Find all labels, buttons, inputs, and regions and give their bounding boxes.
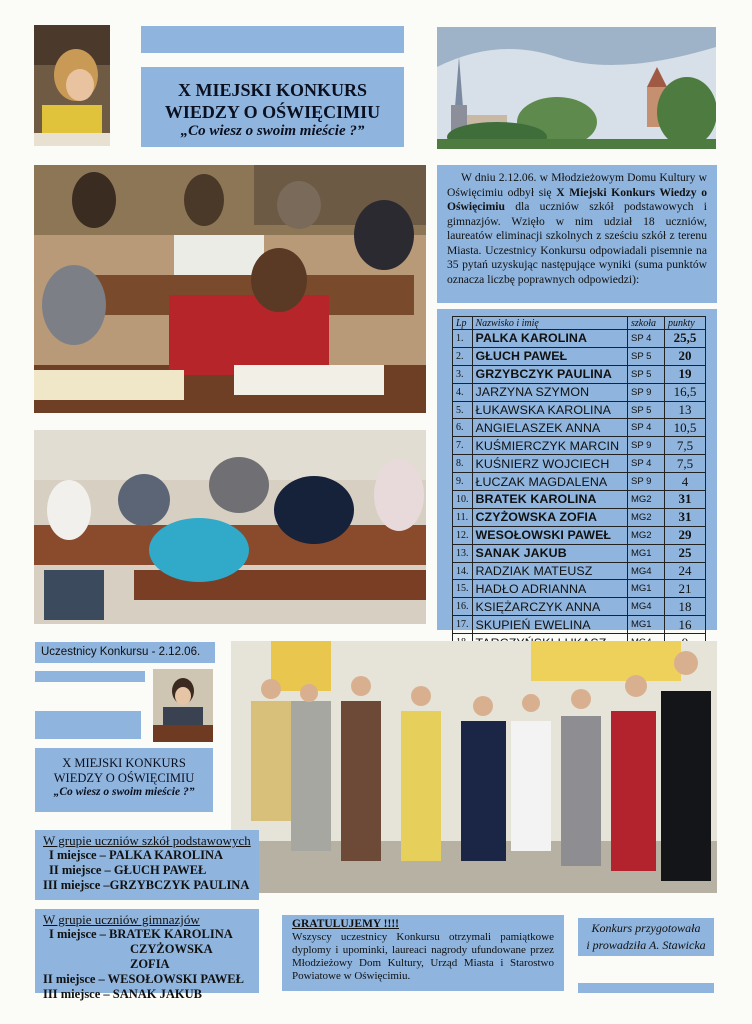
- row-school: MG4: [628, 598, 665, 616]
- photo-boy-small: [153, 669, 213, 742]
- row-school: MG2: [628, 508, 665, 526]
- row-name: GŁUCH PAWEŁ: [472, 347, 628, 365]
- row-points: 16: [665, 616, 706, 634]
- title-line-2: WIEDZY O OŚWIĘCIMIU: [164, 102, 381, 122]
- row-points: 20: [665, 347, 706, 365]
- row-name: ŁUCZAK MAGDALENA: [472, 473, 628, 491]
- row-lp: 13.: [453, 544, 473, 562]
- title2-line-2: WIEDZY O OŚWIĘCIMIU: [53, 771, 195, 785]
- row-lp: 7.: [453, 437, 473, 455]
- row-name: HADŁO ADRIANNA: [472, 580, 628, 598]
- row-school: MG4: [628, 562, 665, 580]
- title2-subtitle: „Co wiesz o swoim mieście ?”: [53, 786, 195, 798]
- results-row: [453, 526, 706, 544]
- results-row: [453, 508, 706, 526]
- header-points: punkty: [665, 317, 706, 330]
- row-points: 4: [665, 473, 706, 491]
- gimnazjum-place-3: III miejsce – SANAK JAKUB: [43, 987, 203, 1001]
- row-name: JARZYNA SZYMON: [472, 383, 628, 401]
- results-row: [453, 491, 706, 509]
- row-name: SANAK JAKUB: [472, 544, 628, 562]
- primary-place-3: III miejsce –GRZYBCZYK PAULINA: [43, 878, 250, 892]
- row-points: 31: [665, 508, 706, 526]
- row-lp: 12.: [453, 526, 473, 544]
- row-school: MG1: [628, 616, 665, 634]
- row-school: SP 4: [628, 419, 665, 437]
- results-row: [453, 330, 706, 348]
- results-header-row: [453, 317, 706, 330]
- row-points: 18: [665, 598, 706, 616]
- title-box-2: [35, 748, 213, 812]
- results-table: [452, 316, 706, 652]
- title-line-1: X MIEJSKI KONKURS: [177, 80, 368, 100]
- decor-bar-left-2: [35, 711, 141, 739]
- row-points: 13: [665, 401, 706, 419]
- intro-text: [437, 165, 717, 303]
- photo-group: [231, 641, 717, 893]
- row-points: 25,5: [665, 330, 706, 348]
- row-name: CZYŻOWSKA ZOFIA: [472, 508, 628, 526]
- row-lp: 6.: [453, 419, 473, 437]
- gimnazjum-place-2: II miejsce – WESOŁOWSKI PAWEŁ: [43, 972, 244, 986]
- row-points: 31: [665, 491, 706, 509]
- row-name: KSIĘŻARCZYK ANNA: [472, 598, 628, 616]
- row-lp: 10.: [453, 491, 473, 509]
- row-lp: 17.: [453, 616, 473, 634]
- congrats-box: [282, 915, 564, 991]
- row-lp: 9.: [453, 473, 473, 491]
- primary-place-2: II miejsce – GŁUCH PAWEŁ: [49, 863, 207, 877]
- row-school: SP 5: [628, 401, 665, 419]
- results-row: [453, 401, 706, 419]
- row-name: KUŚMIERCZYK MARCIN: [472, 437, 628, 455]
- row-school: SP 9: [628, 473, 665, 491]
- row-lp: 1.: [453, 330, 473, 348]
- title2-line-1: X MIEJSKI KONKURS: [62, 756, 186, 770]
- row-school: SP 4: [628, 455, 665, 473]
- row-name: ANGIELASZEK ANNA: [472, 419, 628, 437]
- gimnazjum-place-1: I miejsce – BRATEK KAROLINA: [49, 927, 233, 941]
- row-school: SP 4: [628, 330, 665, 348]
- row-name: PALKA KAROLINA: [472, 330, 628, 348]
- row-school: SP 5: [628, 347, 665, 365]
- photo-girl-writing: [34, 25, 110, 146]
- congrats-text: Wszyscy uczestnicy Konkursu otrzymali pamiątkowe dyplomy i upominki, laureaci nagrody ufundowane przez Młodzieżowy Dom Kultury, Urząd Miasta i Starostwo Powiatowe w Oświęcimiu.: [292, 931, 554, 982]
- row-name: BRATEK KAROLINA: [472, 491, 628, 509]
- header-name: Nazwisko i imię: [472, 317, 628, 330]
- row-name: RADZIAK MATEUSZ: [472, 562, 628, 580]
- row-lp: 4.: [453, 383, 473, 401]
- results-row: [453, 365, 706, 383]
- results-row: [453, 616, 706, 634]
- row-school: SP 9: [628, 383, 665, 401]
- results-row: [453, 383, 706, 401]
- row-lp: 8.: [453, 455, 473, 473]
- row-points: 29: [665, 526, 706, 544]
- gimnazjum-winners-box: [35, 909, 259, 1001]
- row-points: 10,5: [665, 419, 706, 437]
- header-school: szkoła: [628, 317, 665, 330]
- photo-classroom-2: [34, 430, 426, 624]
- decor-bar-top: [141, 26, 404, 53]
- row-name: WESOŁOWSKI PAWEŁ: [472, 526, 628, 544]
- credit-line-1: Konkurs przygotowała: [591, 921, 701, 935]
- row-school: SP 9: [628, 437, 665, 455]
- credit-line-2: i prowadziła A. Stawicka: [586, 938, 706, 952]
- row-name: GRZYBCZYK PAULINA: [472, 365, 628, 383]
- results-row: [453, 562, 706, 580]
- title-subtitle: „Co wiesz o swoim mieście ?”: [180, 123, 365, 139]
- row-lp: 5.: [453, 401, 473, 419]
- gimnazjum-heading: W grupie uczniów gimnazjów: [43, 912, 200, 927]
- row-name: ŁUKAWSKA KAROLINA: [472, 401, 628, 419]
- row-lp: 11.: [453, 508, 473, 526]
- caption-box: [35, 642, 215, 663]
- header-lp: Lp: [453, 317, 473, 330]
- decor-bar-left-1: [35, 671, 145, 682]
- intro-part-2: dla uczniów szkół podstawowych i gimnazjów. Wzięło w nim udział 18 uczniów, laureatów eliminacji szkolnych z sześciu szkół z terenu Miasta. Uczestnicy Konkursu odpowiadali pisemnie na 35 pytań uzyskując następujące wyniki (suma punktów oznacza liczbę poprawnych odpowiedzi):: [447, 200, 707, 286]
- congrats-heading: GRATULUJEMY !!!!: [292, 918, 399, 930]
- primary-winners-box: [35, 830, 259, 900]
- results-row: [453, 455, 706, 473]
- row-lp: 14.: [453, 562, 473, 580]
- row-points: 24: [665, 562, 706, 580]
- row-school: MG1: [628, 580, 665, 598]
- results-row: [453, 419, 706, 437]
- row-lp: 16.: [453, 598, 473, 616]
- row-name: SKUPIEŃ EWELINA: [472, 616, 628, 634]
- row-points: 21: [665, 580, 706, 598]
- title-box: [141, 67, 404, 147]
- row-points: 7,5: [665, 455, 706, 473]
- row-lp: 2.: [453, 347, 473, 365]
- results-row: [453, 347, 706, 365]
- row-points: 25: [665, 544, 706, 562]
- results-row: [453, 473, 706, 491]
- row-school: SP 5: [628, 365, 665, 383]
- row-points: 7,5: [665, 437, 706, 455]
- results-row: [453, 437, 706, 455]
- intro-contest-name: X Miejski Konkurs Wiedzy o Oświęcimiu: [447, 185, 707, 213]
- intro-part-1: W dniu 2.12.06. w Młodzieżowym Domu Kultury w Oświęcimiu odbył się: [447, 171, 707, 199]
- row-school: MG2: [628, 491, 665, 509]
- row-lp: 15.: [453, 580, 473, 598]
- results-body: [453, 330, 706, 652]
- gimnazjum-place-1b: CZYŻOWSKA ZOFIA: [130, 942, 212, 971]
- decor-bar-bottom-right: [578, 983, 714, 993]
- results-row: [453, 544, 706, 562]
- credit-box: [578, 918, 714, 956]
- row-school: MG1: [628, 544, 665, 562]
- row-lp: 3.: [453, 365, 473, 383]
- results-row: [453, 598, 706, 616]
- primary-place-1: I miejsce – PALKA KAROLINA: [49, 848, 224, 862]
- row-school: MG2: [628, 526, 665, 544]
- row-name: KUŚNIERZ WOJCIECH: [472, 455, 628, 473]
- row-points: 19: [665, 365, 706, 383]
- results-row: [453, 580, 706, 598]
- row-points: 16,5: [665, 383, 706, 401]
- caption-text: Uczestnicy Konkursu - 2.12.06.: [41, 646, 201, 658]
- photo-town-painting: [437, 27, 716, 149]
- primary-heading: W grupie uczniów szkół podstawowych: [43, 833, 251, 848]
- photo-classroom-1: [34, 165, 426, 413]
